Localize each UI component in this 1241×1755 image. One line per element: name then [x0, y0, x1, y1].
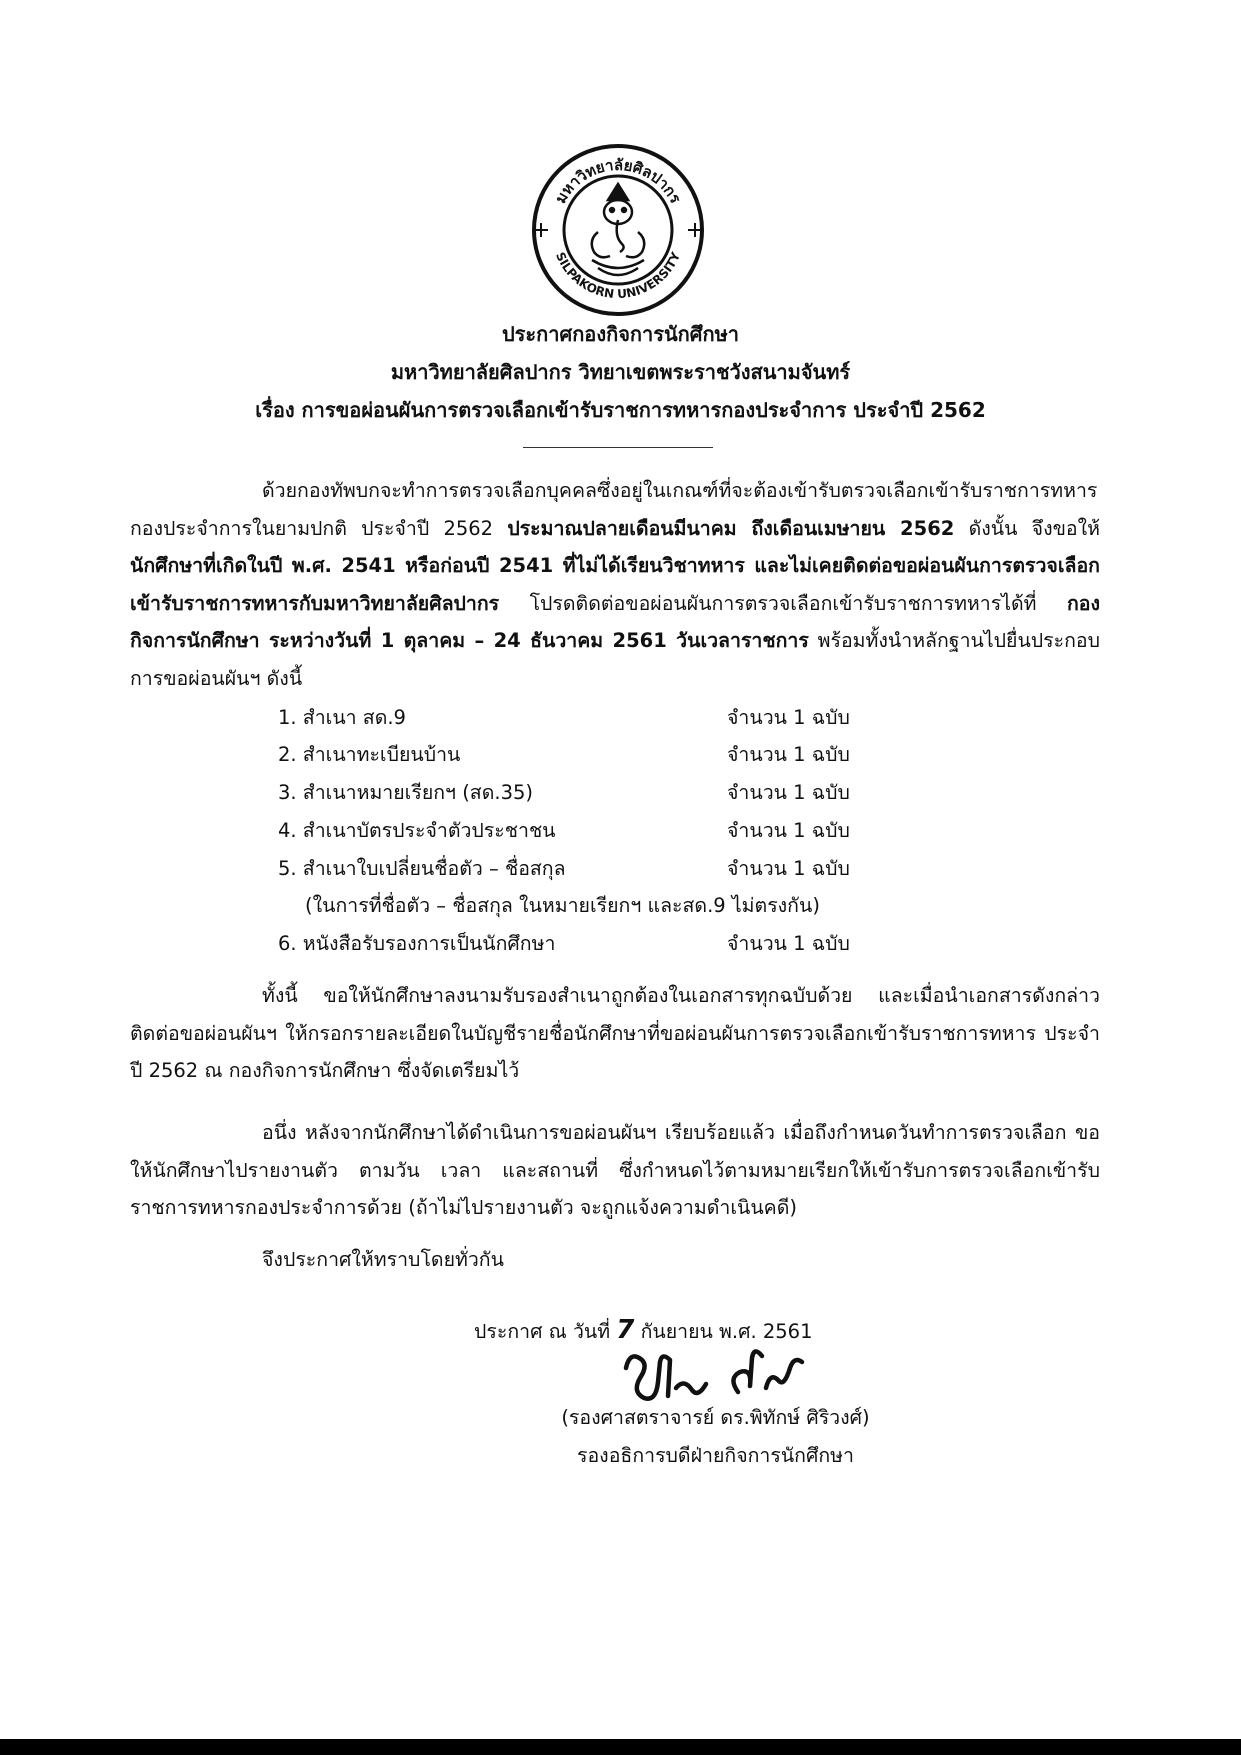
document-item-amount: จำนวน 1 ฉบับ [727, 781, 850, 804]
document-item-amount: จำนวน 1 ฉบับ [727, 819, 850, 842]
certify-text: ทั้งนี้ ขอให้นักศึกษาลงนามรับรองสำเนาถูกต้องในเอกสารทุกฉบับด้วย และเมื่อนำเอกสารดังกล่าว ติดต่อขอผ่อนผันฯ ให้กรอกรายละเอียดในบัญชีรายชื่อนักศึกษาที่ขอผ่อนผันการตรวจเลือกเข้ารับราชการทหาร ประจำปี 2562 ณ กองกิจการนักศึกษา ซึ่งจัดเตรียมไว้ [130, 984, 1100, 1082]
document-item-label: 1. สำเนา สด.9 [278, 706, 406, 729]
intro-text-4: พร้อมทั้งนำหลักฐานไปยื่นประกอบการขอผ่อนผันฯ ดังนี้ [130, 629, 1101, 690]
seal-bottom-text: SILPAKORN UNIVERSITY [553, 250, 683, 302]
document-item-label: 6. หนังสือรับรองการเป็นนักศึกษา [278, 932, 556, 955]
date-prefix: ประกาศ ณ วันที่ [474, 1320, 617, 1343]
document-item-label: 3. สำเนาหมายเรียกฯ (สด.35) [278, 781, 533, 804]
paragraph-intro [130, 472, 1100, 697]
heading-line-2: มหาวิทยาลัยศิลปากร วิทยาเขตพระราชวังสนามจันทร์ [390, 360, 851, 384]
intro-bold-1: ประมาณปลายเดือนมีนาคม ถึงเดือนเมษายน 2562 [507, 516, 955, 540]
university-seal [528, 140, 708, 320]
intro-bold-3: กองกิจการนักศึกษา ระหว่างวันที่ 1 ตุลาคม – 24 ธันวาคม 2561 วันเวลาราชการ [130, 591, 1100, 652]
heading-divider [523, 447, 713, 448]
document-item-label: 4. สำเนาบัตรประจำตัวประชาชน [278, 819, 556, 842]
document-item-label: 5. สำเนาใบเปลี่ยนชื่อตัว – ชื่อสกุล [278, 857, 566, 880]
heading-line-3: เรื่อง การขอผ่อนผันการตรวจเลือกเข้ารับราชการทหารกองประจำการ ประจำปี 2562 [255, 398, 986, 422]
intro-text-2: ดังนั้น จึงขอให้ [954, 516, 1101, 540]
date-day-handwritten: 7 [616, 1315, 635, 1345]
ganesha-emblem [592, 184, 645, 275]
signatory-title: รองอธิการบดีฝ่ายกิจการนักศึกษา [577, 1444, 854, 1467]
document-item-amount: จำนวน 1 ฉบับ [727, 932, 850, 955]
date-suffix: กันยายน พ.ศ. 2561 [634, 1320, 813, 1343]
intro-text-3: โปรดติดต่อขอผ่อนผันการตรวจเลือกเข้ารับราชการทหารได้ที่ [499, 591, 1067, 615]
paragraph-report [130, 1114, 1100, 1227]
document-note: (ในการที่ชื่อตัว – ชื่อสกุล ในหมายเรียกฯ และสด.9 ไม่ตรงกัน) [305, 894, 820, 917]
intro-text-1: ด้วยกองทัพบกจะทำการตรวจเลือกบุคคลซึ่งอยู่ในเกณฑ์ที่จะต้องเข้ารับตรวจเลือกเข้ารับราชการทหารกองประจำการในยามปกติ ประจำปี 2562 [130, 479, 1098, 540]
document-item-amount: จำนวน 1 ฉบับ [727, 706, 850, 729]
document-item-label: 2. สำเนาทะเบียนบ้าน [278, 743, 461, 766]
intro-bold-2: นักศึกษาที่เกิดในปี พ.ศ. 2541 หรือก่อนปี 2541 ที่ไม่ได้เรียนวิชาทหาร และไม่เคยติดต่อขอผ่อนผันการตรวจเลือกเข้ารับราชการทหารกับมหาวิทยาลัยศิลปากร [130, 554, 1100, 615]
seal-top-text: มหาวิทยาลัยศิลปากร [551, 155, 685, 207]
document-item-amount: จำนวน 1 ฉบับ [727, 857, 850, 880]
scan-bottom-edge [0, 1739, 1241, 1755]
paragraph-certify [130, 977, 1100, 1090]
document-item-amount: จำนวน 1 ฉบับ [727, 743, 850, 766]
heading-line-1: ประกาศกองกิจการนักศึกษา [501, 322, 739, 346]
closing-statement: จึงประกาศให้ทราบโดยทั่วกัน [262, 1248, 504, 1271]
signatory-name: (รองศาสตราจารย์ ดร.พิทักษ์ ศิริวงศ์) [561, 1406, 870, 1429]
report-text: อนึ่ง หลังจากนักศึกษาได้ดำเนินการขอผ่อนผันฯ เรียบร้อยแล้ว เมื่อถึงกำหนดวันทำการตรวจเลือก ขอให้นักศึกษาไปรายงานตัว ตามวัน เวลา และสถานที่ ซึ่งกำหนดไว้ตามหมายเรียกให้เข้ารับการตรวจเลือกเข้ารับราชการทหารกองประจำการด้วย (ถ้าไม่ไปรายงานตัว จะถูกแจ้งความดำเนินคดี) [130, 1121, 1100, 1219]
